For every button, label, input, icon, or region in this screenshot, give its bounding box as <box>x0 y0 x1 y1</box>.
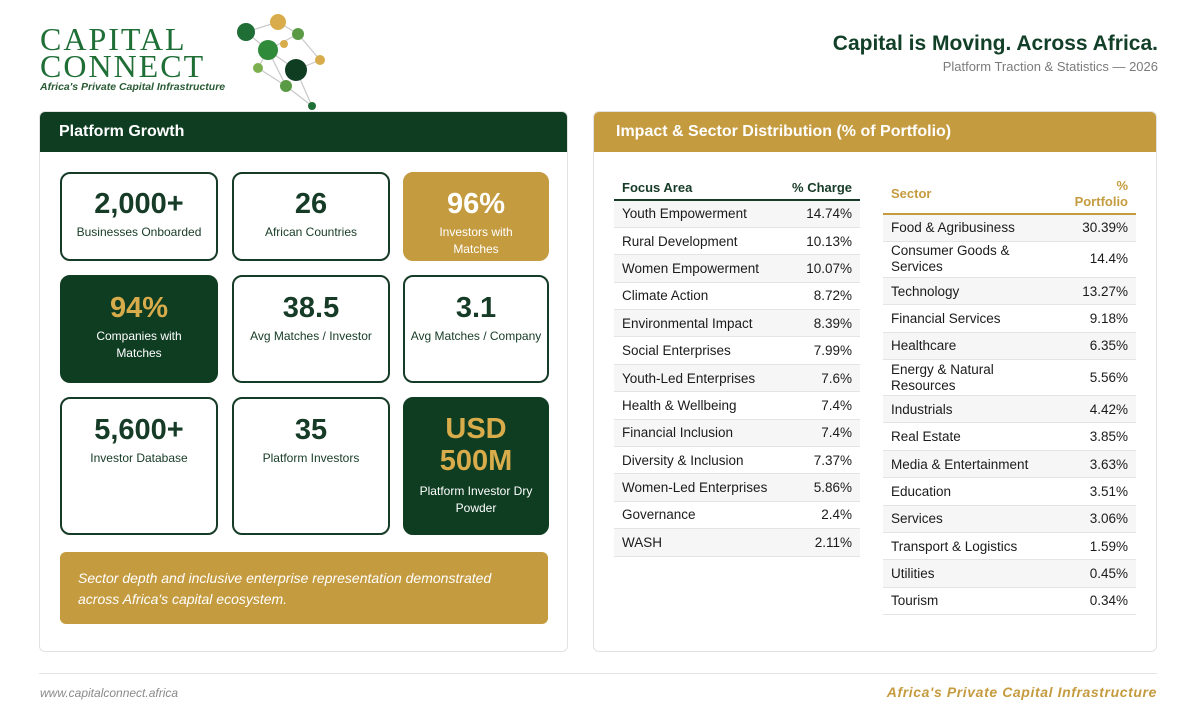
impact-sector-panel <box>593 111 1157 652</box>
table-row <box>614 337 860 364</box>
row-value: 7.4% <box>781 419 860 446</box>
table-header-row <box>614 176 860 200</box>
stat-value: 2,000+ <box>94 188 184 220</box>
row-value: 6.35% <box>1066 332 1136 359</box>
row-label: Diversity & Inclusion <box>614 447 781 474</box>
row-label: Youth-Led Enterprises <box>614 364 781 391</box>
focus-area-table <box>614 176 860 557</box>
platform-growth-panel <box>39 111 568 652</box>
row-label: Healthcare <box>883 332 1066 359</box>
row-label: Women-Led Enterprises <box>614 474 781 501</box>
row-label: Youth Empowerment <box>614 200 781 227</box>
row-value: 10.13% <box>781 227 860 254</box>
panel-title-growth: Platform Growth <box>40 112 567 152</box>
brand-tagline: Africa's Private Capital Infrastructure <box>40 81 226 93</box>
row-value: 4.42% <box>1066 396 1136 423</box>
footer-divider <box>39 673 1157 674</box>
table-row <box>614 474 860 501</box>
panel-title-impact: Impact & Sector Distribution (% of Portfolio) <box>594 112 1156 152</box>
row-label: Rural Development <box>614 227 781 254</box>
footer-tagline: Africa's Private Capital Infrastructure <box>886 684 1157 700</box>
row-value: 2.4% <box>781 501 860 528</box>
stat-label: Investors with Matches <box>439 225 513 256</box>
row-value: 30.39% <box>1066 214 1136 241</box>
table-row <box>883 450 1136 477</box>
row-value: 9.18% <box>1066 305 1136 332</box>
row-label: Climate Action <box>614 282 781 309</box>
column-header-focus-area: Focus Area <box>614 176 781 200</box>
brand-logo <box>40 10 310 110</box>
stat-tile-investor-matches <box>403 172 549 261</box>
table-row <box>883 505 1136 532</box>
row-label: Education <box>883 478 1066 505</box>
stat-label: Avg Matches / Investor <box>250 329 372 343</box>
table-row <box>614 529 860 556</box>
row-label: Transport & Logistics <box>883 533 1066 560</box>
row-value: 3.63% <box>1066 450 1136 477</box>
row-value: 5.56% <box>1066 360 1136 396</box>
stat-value: 35 <box>294 414 328 446</box>
row-label: WASH <box>614 529 781 556</box>
row-value: 14.74% <box>781 200 860 227</box>
row-value: 3.06% <box>1066 505 1136 532</box>
brand-word-connect: CONNECT <box>40 48 206 84</box>
table-row <box>614 282 860 309</box>
table-header-row <box>883 174 1136 214</box>
table-row <box>883 560 1136 587</box>
row-label: Financial Services <box>883 305 1066 332</box>
table-row <box>883 360 1136 396</box>
row-value: 8.39% <box>781 310 860 337</box>
row-value: 10.07% <box>781 255 860 282</box>
row-value: 2.11% <box>781 529 860 556</box>
stat-label: Avg Matches / Company <box>410 329 542 343</box>
row-label: Energy & Natural Resources <box>883 360 1066 396</box>
stat-label: Platform Investors <box>262 451 360 465</box>
row-value: 1.59% <box>1066 533 1136 560</box>
stat-value: 5,600+ <box>94 414 184 446</box>
row-value: 7.37% <box>781 447 860 474</box>
table-row <box>614 447 860 474</box>
table-row <box>883 277 1136 304</box>
table-row <box>883 214 1136 241</box>
row-label: Women Empowerment <box>614 255 781 282</box>
column-header-charge: % Charge <box>781 176 860 200</box>
table-row <box>883 587 1136 614</box>
table-row <box>614 501 860 528</box>
growth-note: Sector depth and inclusive enterprise representation demonstrated across Africa's capital ecosystem. <box>60 552 548 624</box>
stat-value: 38.5 <box>282 292 340 324</box>
stat-value: 3.1 <box>455 292 497 324</box>
stat-tile-company-matches <box>60 275 218 383</box>
column-header-portfolio: % Portfolio <box>1066 174 1136 214</box>
stat-value: 26 <box>294 188 328 220</box>
table-row <box>883 478 1136 505</box>
sector-table <box>883 174 1136 615</box>
row-label: Technology <box>883 277 1066 304</box>
stat-label: Companies with Matches <box>96 329 182 360</box>
stat-label: Platform Investor Dry Powder <box>419 484 533 515</box>
stat-tile-dry-powder <box>403 397 549 535</box>
row-value: 0.34% <box>1066 587 1136 614</box>
brand-word-capital: CAPITAL <box>40 21 187 57</box>
row-label: Services <box>883 505 1066 532</box>
stat-tile-avg-matches-company <box>403 275 549 383</box>
stat-value: 96% <box>446 188 506 220</box>
row-value: 0.45% <box>1066 560 1136 587</box>
stat-tile-avg-matches-investor <box>232 275 390 383</box>
row-label: Industrials <box>883 396 1066 423</box>
row-value: 7.4% <box>781 392 860 419</box>
table-row <box>883 423 1136 450</box>
row-label: Food & Agribusiness <box>883 214 1066 241</box>
column-header-sector: Sector <box>883 174 1066 214</box>
table-row <box>614 310 860 337</box>
table-row <box>614 255 860 282</box>
stat-tile-businesses <box>60 172 218 261</box>
stat-label: Businesses Onboarded <box>76 225 202 239</box>
row-value: 3.85% <box>1066 423 1136 450</box>
row-value: 8.72% <box>781 282 860 309</box>
stat-label: Investor Database <box>90 451 188 465</box>
page-title: Capital is Moving. Across Africa. <box>832 32 1158 55</box>
row-value: 3.51% <box>1066 478 1136 505</box>
row-label: Financial Inclusion <box>614 419 781 446</box>
row-value: 14.4% <box>1066 241 1136 277</box>
stat-tile-countries <box>232 172 390 261</box>
row-label: Real Estate <box>883 423 1066 450</box>
row-label: Media & Entertainment <box>883 450 1066 477</box>
row-label: Health & Wellbeing <box>614 392 781 419</box>
row-value: 5.86% <box>781 474 860 501</box>
table-row <box>614 200 860 227</box>
stat-label: African Countries <box>264 225 358 239</box>
table-row <box>883 305 1136 332</box>
table-row <box>883 241 1136 277</box>
row-label: Tourism <box>883 587 1066 614</box>
row-label: Environmental Impact <box>614 310 781 337</box>
table-row <box>883 396 1136 423</box>
row-label: Consumer Goods & Services <box>883 241 1066 277</box>
stat-tile-investor-database <box>60 397 218 535</box>
row-label: Governance <box>614 501 781 528</box>
footer-url: www.capitalconnect.africa <box>40 686 179 700</box>
table-row <box>883 533 1136 560</box>
stat-value: USD 500M <box>439 413 513 477</box>
network-africa-icon <box>190 10 340 110</box>
table-row <box>614 364 860 391</box>
row-value: 7.99% <box>781 337 860 364</box>
page-subtitle: Platform Traction & Statistics — 2026 <box>942 59 1158 74</box>
row-label: Social Enterprises <box>614 337 781 364</box>
table-row <box>614 227 860 254</box>
table-row <box>614 419 860 446</box>
row-value: 13.27% <box>1066 277 1136 304</box>
stat-tile-platform-investors <box>232 397 390 535</box>
row-value: 7.6% <box>781 364 860 391</box>
table-row <box>614 392 860 419</box>
stat-value: 94% <box>109 292 169 324</box>
sector-rows <box>883 214 1136 615</box>
focus-area-rows <box>614 200 860 556</box>
table-row <box>883 332 1136 359</box>
row-label: Utilities <box>883 560 1066 587</box>
